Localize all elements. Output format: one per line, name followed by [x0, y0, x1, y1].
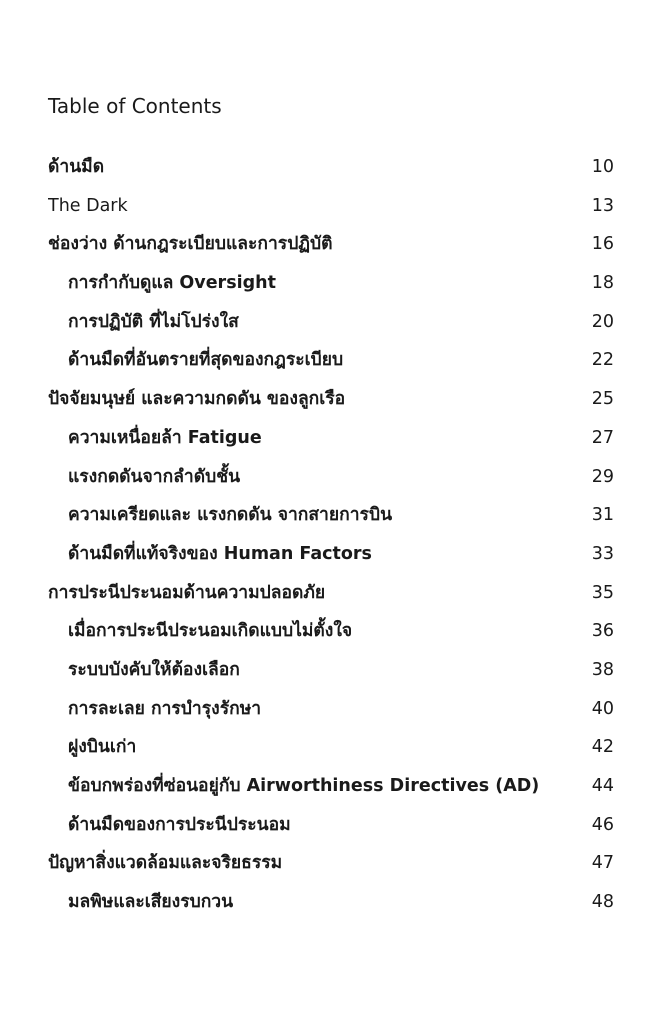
toc-entry-label: ฝูงบินเก่า	[68, 737, 137, 758]
toc-entry-label: การปฏิบัติ ที่ไม่โปร่งใส	[68, 311, 239, 332]
toc-entry[interactable]	[48, 458, 614, 497]
toc-entry-page-number: 48	[591, 892, 614, 913]
toc-entry[interactable]	[48, 419, 614, 458]
toc-entry-label: การประนีประนอมด้านความปลอดภัย	[48, 582, 326, 603]
toc-entry-page-number: 22	[591, 350, 614, 371]
toc-list	[48, 148, 614, 922]
toc-entry-page-number: 27	[591, 427, 614, 448]
toc-entry-label: การกำกับดูแล Oversight	[68, 273, 276, 294]
toc-entry-label: ด้านมืดที่แท้จริงของ Human Factors	[68, 543, 372, 564]
toc-entry-page-number: 42	[591, 737, 614, 758]
toc-entry-page-number: 36	[591, 621, 614, 642]
toc-entry-page-number: 20	[591, 311, 614, 332]
toc-entry[interactable]	[48, 883, 614, 922]
toc-entry[interactable]	[48, 574, 614, 613]
toc-entry-page-number: 25	[591, 389, 614, 410]
toc-entry[interactable]	[48, 651, 614, 690]
toc-entry-page-number: 31	[591, 505, 614, 526]
toc-entry[interactable]	[48, 535, 614, 574]
toc-entry[interactable]	[48, 728, 614, 767]
toc-entry-label: ความเครียดและ แรงกดดัน จากสายการบิน	[68, 505, 393, 526]
toc-entry[interactable]	[48, 496, 614, 535]
toc-entry-label: การละเลย การบำรุงรักษา	[68, 698, 262, 719]
toc-entry-label: ปัญหาสิ่งแวดล้อมและจริยธรรม	[48, 853, 283, 874]
toc-entry-page-number: 10	[591, 157, 614, 177]
toc-entry[interactable]	[48, 844, 614, 883]
toc-entry[interactable]	[48, 806, 614, 845]
toc-entry-label: ระบบบังคับให้ต้องเลือก	[68, 659, 240, 680]
toc-entry-label: ด้านมืดของการประนีประนอม	[68, 814, 291, 835]
toc-entry[interactable]	[48, 264, 614, 303]
toc-entry[interactable]	[48, 612, 614, 651]
toc-entry[interactable]	[48, 187, 614, 226]
toc-entry[interactable]	[48, 690, 614, 729]
toc-entry[interactable]	[48, 380, 614, 419]
toc-entry[interactable]	[48, 303, 614, 342]
toc-entry-page-number: 47	[591, 853, 614, 874]
toc-entry-label: เมื่อการประนีประนอมเกิดแบบไม่ตั้งใจ	[68, 621, 353, 642]
toc-entry-label: มลพิษและเสียงรบกวน	[68, 892, 234, 913]
toc-entry-page-number: 35	[591, 582, 614, 603]
toc-title: Table of Contents	[48, 94, 222, 118]
toc-entry-page-number: 38	[591, 659, 614, 680]
toc-entry-label: The Dark	[48, 195, 128, 216]
toc-entry-page-number: 40	[591, 698, 614, 719]
toc-entry-label: ด้านมืดที่อันตรายที่สุดของกฎระเบียบ	[68, 350, 344, 371]
toc-entry-page-number: 18	[591, 273, 614, 294]
toc-entry-page-number: 16	[591, 234, 614, 255]
toc-entry-page-number: 44	[591, 776, 614, 796]
toc-entry-page-number: 33	[591, 543, 614, 564]
toc-entry-label: ช่องว่าง ด้านกฎระเบียบและการปฏิบัติ	[48, 234, 333, 255]
toc-entry-label: ข้อบกพร่องที่ซ่อนอยู่กับ Airworthiness Directives (AD)	[68, 776, 540, 796]
toc-entry[interactable]	[48, 225, 614, 264]
toc-entry-page-number: 29	[591, 466, 614, 487]
toc-entry[interactable]	[48, 341, 614, 380]
toc-entry[interactable]	[48, 767, 614, 806]
toc-entry-label: ด้านมืด	[48, 157, 105, 177]
toc-entry-page-number: 46	[591, 814, 614, 835]
toc-entry-page-number: 13	[591, 195, 614, 216]
toc-entry-label: แรงกดดันจากลำดับชั้น	[68, 466, 241, 487]
toc-entry-label: ปัจจัยมนุษย์ และความกดดัน ของลูกเรือ	[48, 389, 346, 410]
toc-entry-label: ความเหนื่อยล้า Fatigue	[68, 427, 262, 448]
toc-entry[interactable]	[48, 148, 614, 187]
